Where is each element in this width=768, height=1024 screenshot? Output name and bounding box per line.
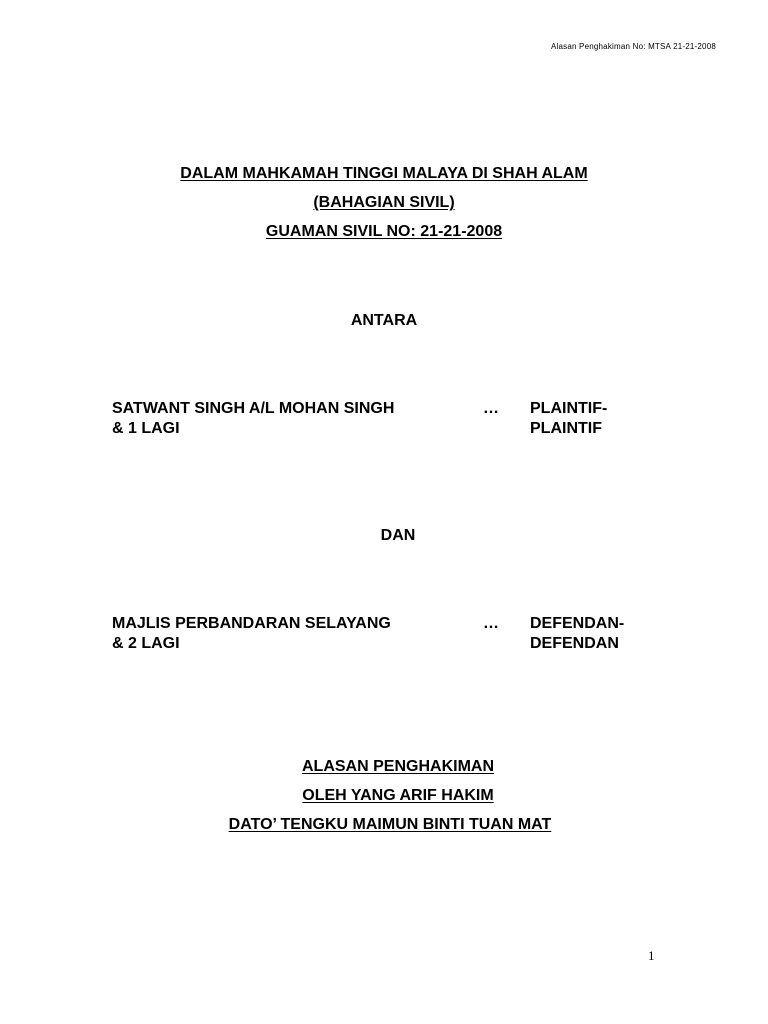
defendant-role-line1: DEFENDAN- [530,615,625,632]
page-number: 1 [648,948,655,963]
between-text: ANTARA [350,312,418,329]
plaintiff-name [112,399,472,439]
judge-honorific [0,786,768,806]
plaintiff-name-line1: SATWANT SINGH A/L MOHAN SINGH [112,400,395,417]
defendant-name [112,614,472,654]
header-reference: Alasan Penghakiman No: MTSA 21-21-2008 [550,42,716,51]
plaintiff-name-line2: & 1 LAGI [112,420,180,437]
defendant-name-line1: MAJLIS PERBANDARAN SELAYANG [112,615,391,632]
judgment-title-text: ALASAN PENGHAKIMAN [302,758,494,775]
case-number [0,222,768,242]
court-division-text: (BAHAGIAN SIVIL) [313,194,455,211]
plaintiff-role [530,399,670,439]
plaintiff-role-line1: PLAINTIF- [530,400,608,417]
court-title-text: DALAM MAHKAMAH TINGGI MALAYA DI SHAH ALAM [180,165,588,182]
between-label [0,311,768,331]
and-text: DAN [380,527,416,544]
defendant-name-line2: & 2 LAGI [112,635,180,652]
defendant-role-line2: DEFENDAN [530,635,619,652]
judge-honorific-text: OLEH YANG ARIF HAKIM [302,787,494,804]
defendant-dots: … [483,615,499,632]
plaintiff-role-line2: PLAINTIF [530,420,602,437]
judge-name [0,815,768,835]
and-label [0,526,768,546]
court-title [0,164,768,184]
plaintiff-dots: … [483,400,499,417]
court-division [0,193,768,213]
judge-name-text: DATO’ TENGKU MAIMUN BINTI TUAN MAT [228,816,552,833]
judgment-title [0,757,768,777]
case-number-text: GUAMAN SIVIL NO: 21-21-2008 [265,223,503,240]
defendant-role [530,614,670,654]
